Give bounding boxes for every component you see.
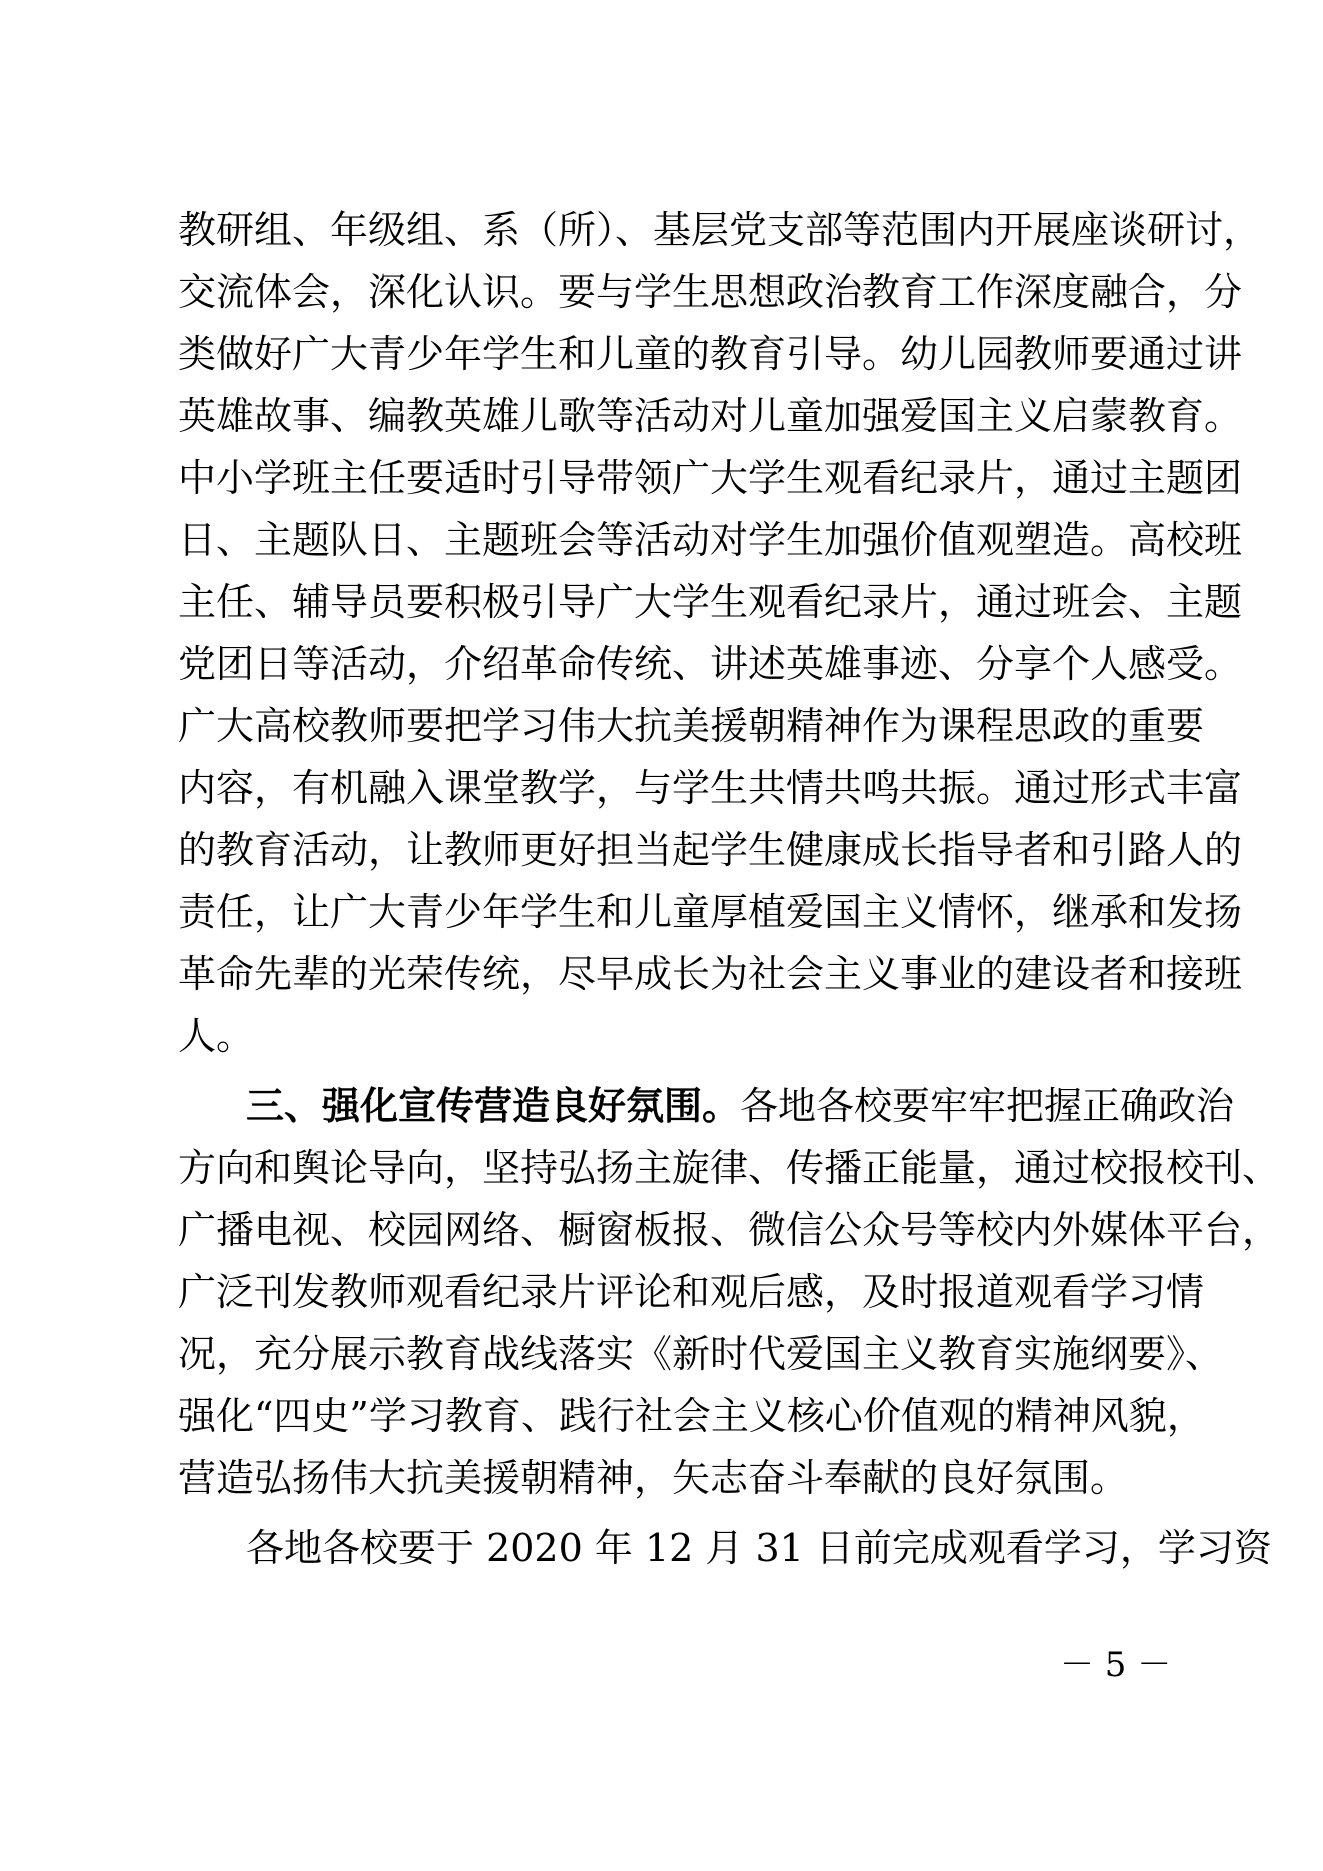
body-text-line: 英雄故事、编教英雄儿歌等活动对儿童加强爱国主义启蒙教育。 xyxy=(178,394,1243,438)
body-text-line: 革命先辈的光荣传统，尽早成长为社会主义事业的建设者和接班 xyxy=(178,952,1243,996)
body-text-line: 广泛刊发教师观看纪录片评论和观后感，及时报道观看学习情 xyxy=(178,1270,1205,1314)
body-text-line: 类做好广大青少年学生和儿童的教育引导。幼儿园教师要通过讲 xyxy=(178,332,1243,376)
section-heading: 三、强化宣传营造良好氛围。 xyxy=(246,1084,741,1128)
body-text-line: 广大高校教师要把学习伟大抗美援朝精神作为课程思政的重要 xyxy=(178,704,1205,748)
body-text-line: 党团日等活动，介绍革命传统、讲述英雄事迹、分享个人感受。 xyxy=(178,642,1243,686)
body-text-line: 主任、辅导员要积极引导广大学生观看纪录片，通过班会、主题 xyxy=(178,580,1243,624)
section-heading-continuation: 各地各校要牢牢把握正确政治 xyxy=(740,1084,1235,1128)
body-text-line: 教研组、年级组、系（所）、基层党支部等范围内开展座谈研讨， xyxy=(178,208,1262,252)
body-text-line: 况，充分展示教育战线落实《新时代爱国主义教育实施纲要》、 xyxy=(178,1332,1224,1376)
page-number: － 5 － xyxy=(1060,1645,1172,1685)
body-text-line: 各地各校要于 2020 年 12 月 31 日前完成观看学习，学习资 xyxy=(246,1526,1272,1570)
body-text-line: 中小学班主任要适时引导带领广大学生观看纪录片，通过主题团 xyxy=(178,456,1243,500)
body-text-line: 交流体会，深化认识。要与学生思想政治教育工作深度融合，分 xyxy=(178,270,1243,314)
body-text-line: 人。 xyxy=(178,1014,255,1058)
body-text-line: 日、主题队日、主题班会等活动对学生加强价值观塑造。高校班 xyxy=(178,518,1243,562)
body-text-line: 强化“四史”学习教育、践行社会主义核心价值观的精神风貌， xyxy=(178,1394,1205,1438)
body-text-line: 营造弘扬伟大抗美援朝精神，矢志奋斗奉献的良好氛围。 xyxy=(178,1456,1129,1500)
body-text-line: 广播电视、校园网络、橱窗板报、微信公众号等校内外媒体平台， xyxy=(178,1208,1281,1252)
body-text-line: 的教育活动，让教师更好担当起学生健康成长指导者和引路人的 xyxy=(178,828,1243,872)
body-text-line: 方向和舆论导向，坚持弘扬主旋律、传播正能量，通过校报校刊、 xyxy=(178,1146,1281,1190)
body-text-line: 责任，让广大青少年学生和儿童厚植爱国主义情怀，继承和发扬 xyxy=(178,890,1243,934)
section-heading-line xyxy=(246,1074,1235,1138)
body-text-line: 内容，有机融入课堂教学，与学生共情共鸣共振。通过形式丰富 xyxy=(178,766,1243,810)
